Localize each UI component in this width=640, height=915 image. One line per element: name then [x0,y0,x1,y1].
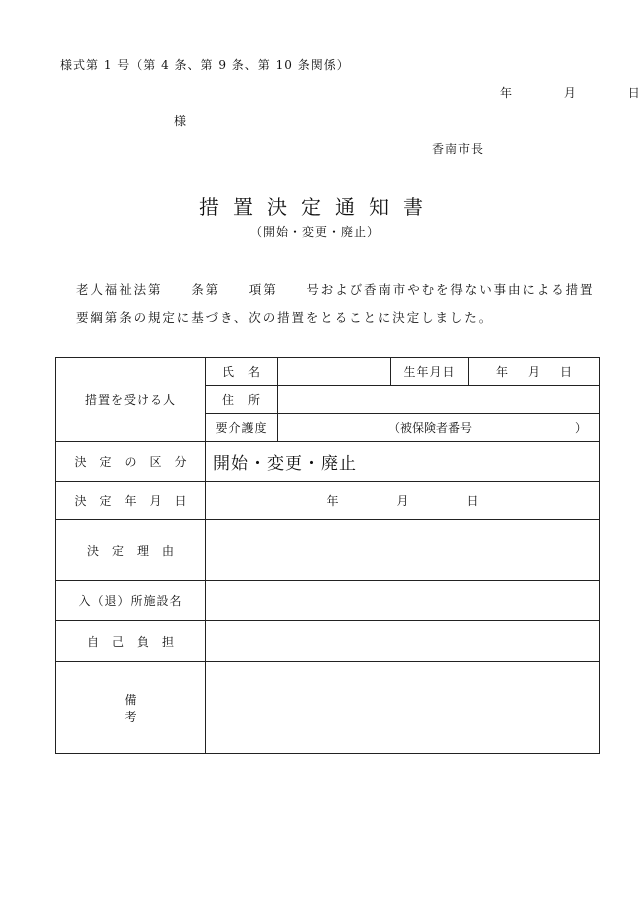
issuer: 香南市長 [432,142,485,156]
addressee-suffix: 様 [174,114,187,128]
insured-number-close: ） [574,421,587,435]
name-value-cell[interactable] [278,358,391,386]
care-level-label: 要介護度 [206,414,278,442]
self-burden-value-cell[interactable] [206,621,600,662]
category-value[interactable]: 開始・変更・廃止 [206,442,600,482]
reason-label: 決定理由 [56,520,206,581]
remarks-label: 備考 [56,662,206,754]
issue-date-day: 日 [627,86,640,100]
issue-date [500,84,640,101]
dob-month: 月 [527,365,540,379]
decision-date-cell[interactable] [206,482,600,520]
address-label: 住 所 [206,386,278,414]
reason-value-cell[interactable] [206,520,600,581]
dob-label: 生年月日 [391,358,469,386]
decision-date-month: 月 [396,494,409,508]
body-text-line-2: 要綱第条の規定に基づき、次の措置をとることに決定しました。 [76,310,494,325]
remarks-value-cell[interactable] [206,662,600,754]
category-label: 決定の区分 [56,442,206,482]
dob-day: 日 [560,365,573,379]
document-title: 措置決定通知書 [199,195,437,219]
facility-label: 入（退）所施設名 [56,581,206,621]
document-subtitle: （開始・変更・廃止） [249,225,380,239]
self-burden-label: 自己負担 [56,621,206,662]
decision-date-year: 年 [326,494,339,508]
body-text-line-1: 老人福祉法第 条第 項第 号および香南市やむを得ない事由による措置 [76,282,595,297]
form-reference: 様式第 1 号（第 4 条、第 9 条、第 10 条関係） [60,58,350,72]
dob-value-cell[interactable] [469,358,600,386]
decision-date-day: 日 [466,494,479,508]
decision-date-label: 決定年月日 [56,482,206,520]
facility-value-cell[interactable] [206,581,600,621]
issue-date-year: 年 [500,86,513,100]
recipient-label: 措置を受ける人 [56,358,206,442]
name-label: 氏 名 [206,358,278,386]
address-value-cell[interactable] [278,386,600,414]
dob-year: 年 [495,365,508,379]
issue-date-month: 月 [563,86,576,100]
insured-number-open: （被保険者番号 [388,421,473,435]
decision-table [55,357,600,754]
insured-number-cell[interactable] [278,414,600,442]
